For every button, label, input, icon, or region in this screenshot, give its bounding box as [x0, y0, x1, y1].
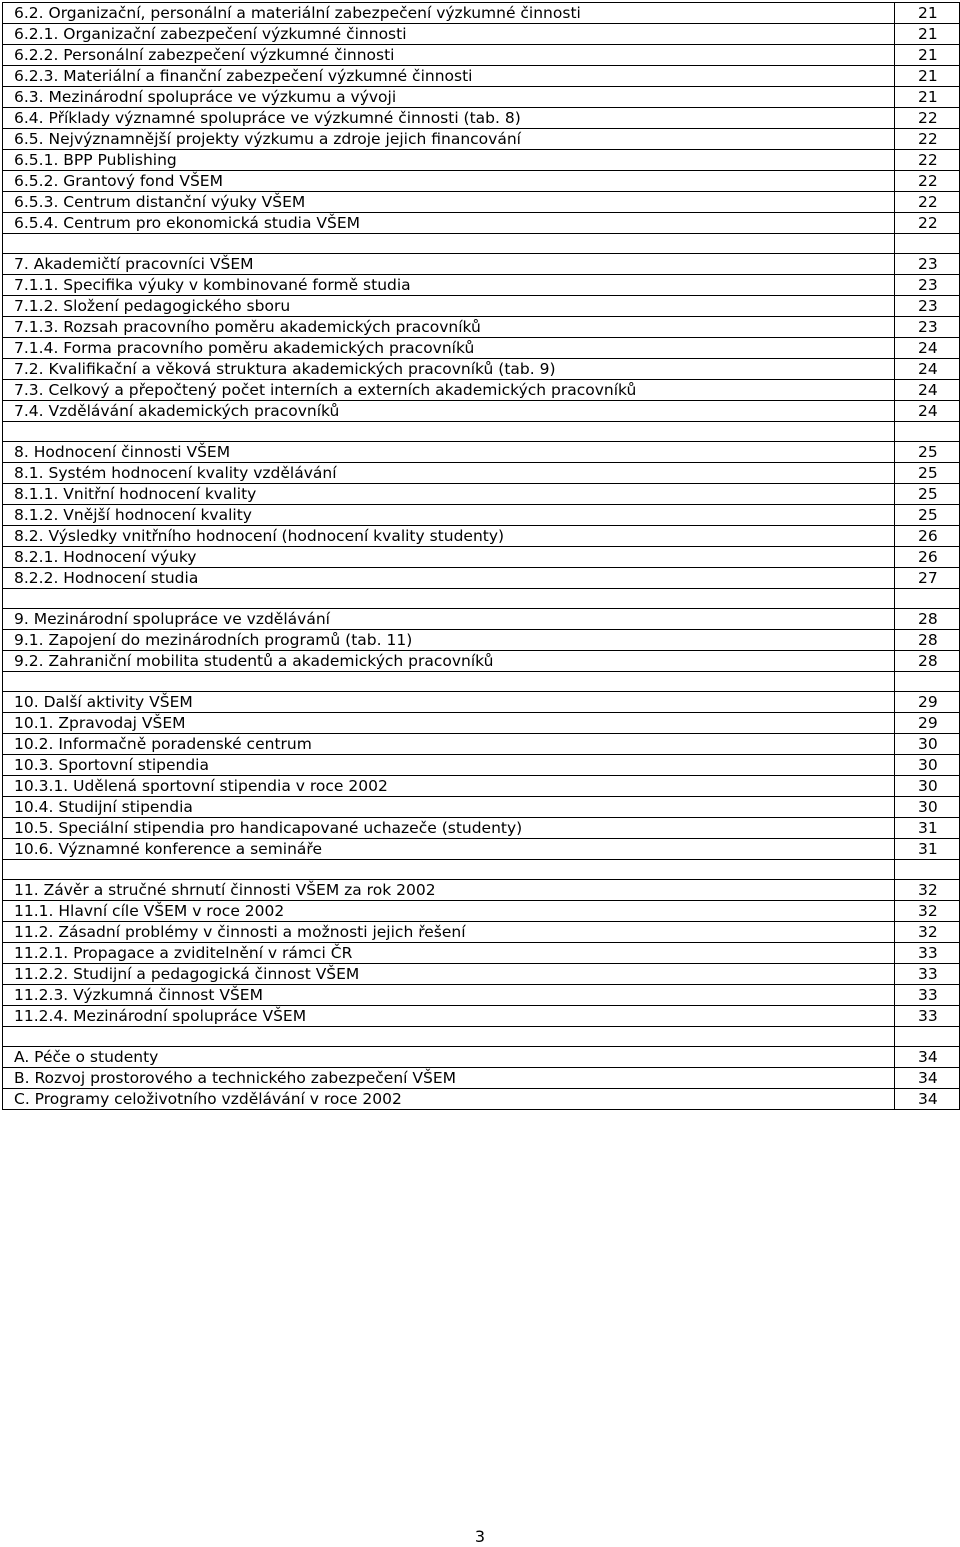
toc-entry-page: 24 [895, 401, 960, 422]
toc-entry [3, 651, 960, 672]
toc-entry-title: 8.2.1. Hodnocení výuky [3, 547, 895, 568]
toc-entry [3, 192, 960, 213]
toc-entry-page: 32 [895, 901, 960, 922]
toc-entry [3, 609, 960, 630]
toc-entry-page: 28 [895, 651, 960, 672]
toc-entry-title: 6.2. Organizační, personální a materiální zabezpečení výzkumné činnosti [3, 3, 895, 24]
toc-entry-title: 6.3. Mezinárodní spolupráce ve výzkumu a vývoji [3, 87, 895, 108]
toc-entry [3, 922, 960, 943]
toc-entry-title: 6.2.3. Materiální a finanční zabezpečení výzkumné činnosti [3, 66, 895, 87]
toc-entry [3, 1068, 960, 1089]
toc-entry [3, 818, 960, 839]
toc-entry-title: 7.1.1. Specifika výuky v kombinované formě studia [3, 275, 895, 296]
toc-entry-title: 10.6. Významné konference a semináře [3, 839, 895, 860]
toc-entry-page: 28 [895, 630, 960, 651]
toc-entry-page: 24 [895, 380, 960, 401]
toc-entry-title: 6.4. Příklady významné spolupráce ve výzkumné činnosti (tab. 8) [3, 108, 895, 129]
toc-entry [3, 568, 960, 589]
toc-entry-page: 25 [895, 484, 960, 505]
toc-entry-title: 9.1. Zapojení do mezinárodních programů (tab. 11) [3, 630, 895, 651]
toc-entry [3, 171, 960, 192]
toc-entry-page: 22 [895, 171, 960, 192]
toc-entry [3, 66, 960, 87]
toc-entry-page [895, 672, 960, 692]
toc-entry-page: 29 [895, 713, 960, 734]
toc-entry [3, 1006, 960, 1027]
toc-entry [3, 442, 960, 463]
toc-entry [3, 338, 960, 359]
toc-entry-title: 11.2.4. Mezinárodní spolupráce VŠEM [3, 1006, 895, 1027]
toc-entry-page: 22 [895, 150, 960, 171]
toc-entry-page: 28 [895, 609, 960, 630]
toc-entry-page: 34 [895, 1047, 960, 1068]
toc-entry [3, 985, 960, 1006]
toc-entry [3, 901, 960, 922]
toc-entry-page: 34 [895, 1089, 960, 1110]
toc-entry-page: 21 [895, 87, 960, 108]
toc-spacer-row [3, 234, 960, 254]
toc-entry-page: 21 [895, 24, 960, 45]
toc-entry-page: 33 [895, 943, 960, 964]
toc-entry-title: 10.2. Informačně poradenské centrum [3, 734, 895, 755]
toc-entry [3, 3, 960, 24]
toc-entry-title: 6.5.4. Centrum pro ekonomická studia VŠEM [3, 213, 895, 234]
toc-entry [3, 380, 960, 401]
toc-entry-page [895, 860, 960, 880]
toc-entry [3, 734, 960, 755]
toc-entry-page: 21 [895, 45, 960, 66]
toc-entry-page: 21 [895, 3, 960, 24]
toc-entry [3, 254, 960, 275]
toc-entry [3, 317, 960, 338]
toc-entry-page [895, 234, 960, 254]
toc-entry [3, 463, 960, 484]
toc-entry [3, 296, 960, 317]
toc-entry-title: C. Programy celoživotního vzdělávání v roce 2002 [3, 1089, 895, 1110]
toc-entry [3, 275, 960, 296]
toc-entry [3, 630, 960, 651]
toc-entry-page: 23 [895, 254, 960, 275]
toc-entry-page: 22 [895, 213, 960, 234]
toc-entry-title: 11.2. Zásadní problémy v činnosti a možnosti jejich řešení [3, 922, 895, 943]
toc-entry [3, 150, 960, 171]
toc-entry [3, 484, 960, 505]
toc-entry-title: 7. Akademičtí pracovníci VŠEM [3, 254, 895, 275]
toc-entry [3, 213, 960, 234]
toc-entry-page: 30 [895, 776, 960, 797]
toc-entry-page: 33 [895, 1006, 960, 1027]
toc-entry-page: 30 [895, 797, 960, 818]
toc-spacer-row [3, 860, 960, 880]
toc-entry [3, 964, 960, 985]
toc-entry [3, 359, 960, 380]
toc-entry-title [3, 589, 895, 609]
toc-entry [3, 526, 960, 547]
toc-entry [3, 1047, 960, 1068]
toc-entry [3, 547, 960, 568]
page-number: 3 [474, 1527, 486, 1546]
toc-spacer-row [3, 589, 960, 609]
toc-entry-title: 11.1. Hlavní cíle VŠEM v roce 2002 [3, 901, 895, 922]
toc-entry-title: 8.1.1. Vnitřní hodnocení kvality [3, 484, 895, 505]
toc-entry-page: 23 [895, 317, 960, 338]
toc-entry [3, 129, 960, 150]
toc-entry-page: 22 [895, 192, 960, 213]
toc-entry [3, 45, 960, 66]
toc-entry-page [895, 1027, 960, 1047]
toc-entry-title [3, 672, 895, 692]
toc-entry-title: 6.5. Nejvýznamnější projekty výzkumu a zdroje jejich financování [3, 129, 895, 150]
toc-entry-title: 10.5. Speciální stipendia pro handicapované uchazeče (studenty) [3, 818, 895, 839]
toc-entry-title [3, 1027, 895, 1047]
toc-entry [3, 943, 960, 964]
toc-spacer-row [3, 422, 960, 442]
toc-entry-page: 34 [895, 1068, 960, 1089]
toc-entry-title: A. Péče o studenty [3, 1047, 895, 1068]
toc-entry-page [895, 422, 960, 442]
toc-entry-title: 10. Další aktivity VŠEM [3, 692, 895, 713]
toc-entry-page: 25 [895, 463, 960, 484]
toc-entry-title: 7.1.3. Rozsah pracovního poměru akademických pracovníků [3, 317, 895, 338]
toc-entry [3, 776, 960, 797]
toc-entry [3, 880, 960, 901]
toc-entry [3, 692, 960, 713]
toc-entry-page: 31 [895, 839, 960, 860]
toc-entry-title: 7.4. Vzdělávání akademických pracovníků [3, 401, 895, 422]
toc-entry [3, 1089, 960, 1110]
toc-entry-page: 33 [895, 985, 960, 1006]
toc-entry [3, 797, 960, 818]
toc-entry-page: 23 [895, 296, 960, 317]
toc-entry-page: 22 [895, 129, 960, 150]
toc-entry-page: 25 [895, 442, 960, 463]
toc-entry-title: 10.3.1. Udělená sportovní stipendia v roce 2002 [3, 776, 895, 797]
toc-entry-title [3, 234, 895, 254]
toc-entry-page: 24 [895, 338, 960, 359]
toc-entry-title: 10.3. Sportovní stipendia [3, 755, 895, 776]
toc-entry-page: 30 [895, 755, 960, 776]
toc-entry-title: 8. Hodnocení činnosti VŠEM [3, 442, 895, 463]
toc-spacer-row [3, 672, 960, 692]
toc-entry [3, 839, 960, 860]
toc-entry-page: 30 [895, 734, 960, 755]
toc-entry-page: 25 [895, 505, 960, 526]
toc-entry-title: 10.4. Studijní stipendia [3, 797, 895, 818]
toc-entry [3, 755, 960, 776]
toc-spacer-row [3, 1027, 960, 1047]
toc-entry-title: 7.3. Celkový a přepočtený počet interních a externích akademických pracovníků [3, 380, 895, 401]
toc-entry [3, 713, 960, 734]
toc-entry-title: 6.2.1. Organizační zabezpečení výzkumné činnosti [3, 24, 895, 45]
toc-entry [3, 505, 960, 526]
toc-entry-title: 8.1. Systém hodnocení kvality vzdělávání [3, 463, 895, 484]
toc-entry-title: 10.1. Zpravodaj VŠEM [3, 713, 895, 734]
toc-entry-title: 9.2. Zahraniční mobilita studentů a akademických pracovníků [3, 651, 895, 672]
toc-entry-title: B. Rozvoj prostorového a technického zabezpečení VŠEM [3, 1068, 895, 1089]
toc-entry-title [3, 860, 895, 880]
toc-entry-title: 6.2.2. Personální zabezpečení výzkumné činnosti [3, 45, 895, 66]
toc-entry-title: 6.5.2. Grantový fond VŠEM [3, 171, 895, 192]
toc-entry-title: 11.2.1. Propagace a zviditelnění v rámci ČR [3, 943, 895, 964]
toc-entry [3, 108, 960, 129]
toc-entry-page: 26 [895, 547, 960, 568]
toc-entry-page: 22 [895, 108, 960, 129]
toc-entry-title [3, 422, 895, 442]
toc-entry [3, 401, 960, 422]
toc-entry-title: 6.5.3. Centrum distanční výuky VŠEM [3, 192, 895, 213]
toc-entry-page: 24 [895, 359, 960, 380]
toc-entry-title: 8.1.2. Vnější hodnocení kvality [3, 505, 895, 526]
toc-entry-page: 31 [895, 818, 960, 839]
toc-entry-page: 26 [895, 526, 960, 547]
toc-entry [3, 87, 960, 108]
toc-entry-title: 9. Mezinárodní spolupráce ve vzdělávání [3, 609, 895, 630]
toc-entry [3, 24, 960, 45]
toc-entry-title: 11. Závěr a stručné shrnutí činnosti VŠEM za rok 2002 [3, 880, 895, 901]
toc-entry-page: 33 [895, 964, 960, 985]
toc-entry-page: 21 [895, 66, 960, 87]
toc-entry-title: 7.2. Kvalifikační a věková struktura akademických pracovníků (tab. 9) [3, 359, 895, 380]
toc-entry-page: 32 [895, 922, 960, 943]
toc-entry-title: 11.2.3. Výzkumná činnost VŠEM [3, 985, 895, 1006]
toc-entry-title: 8.2. Výsledky vnitřního hodnocení (hodnocení kvality studenty) [3, 526, 895, 547]
toc-entry-title: 6.5.1. BPP Publishing [3, 150, 895, 171]
toc-entry-title: 7.1.2. Složení pedagogického sboru [3, 296, 895, 317]
toc-entry-page: 27 [895, 568, 960, 589]
toc-entry-page [895, 589, 960, 609]
table-of-contents [2, 2, 960, 1110]
toc-entry-title: 8.2.2. Hodnocení studia [3, 568, 895, 589]
toc-entry-page: 32 [895, 880, 960, 901]
toc-body [3, 3, 960, 1110]
toc-entry-title: 7.1.4. Forma pracovního poměru akademických pracovníků [3, 338, 895, 359]
toc-entry-title: 11.2.2. Studijní a pedagogická činnost VŠEM [3, 964, 895, 985]
toc-entry-page: 23 [895, 275, 960, 296]
toc-entry-page: 29 [895, 692, 960, 713]
